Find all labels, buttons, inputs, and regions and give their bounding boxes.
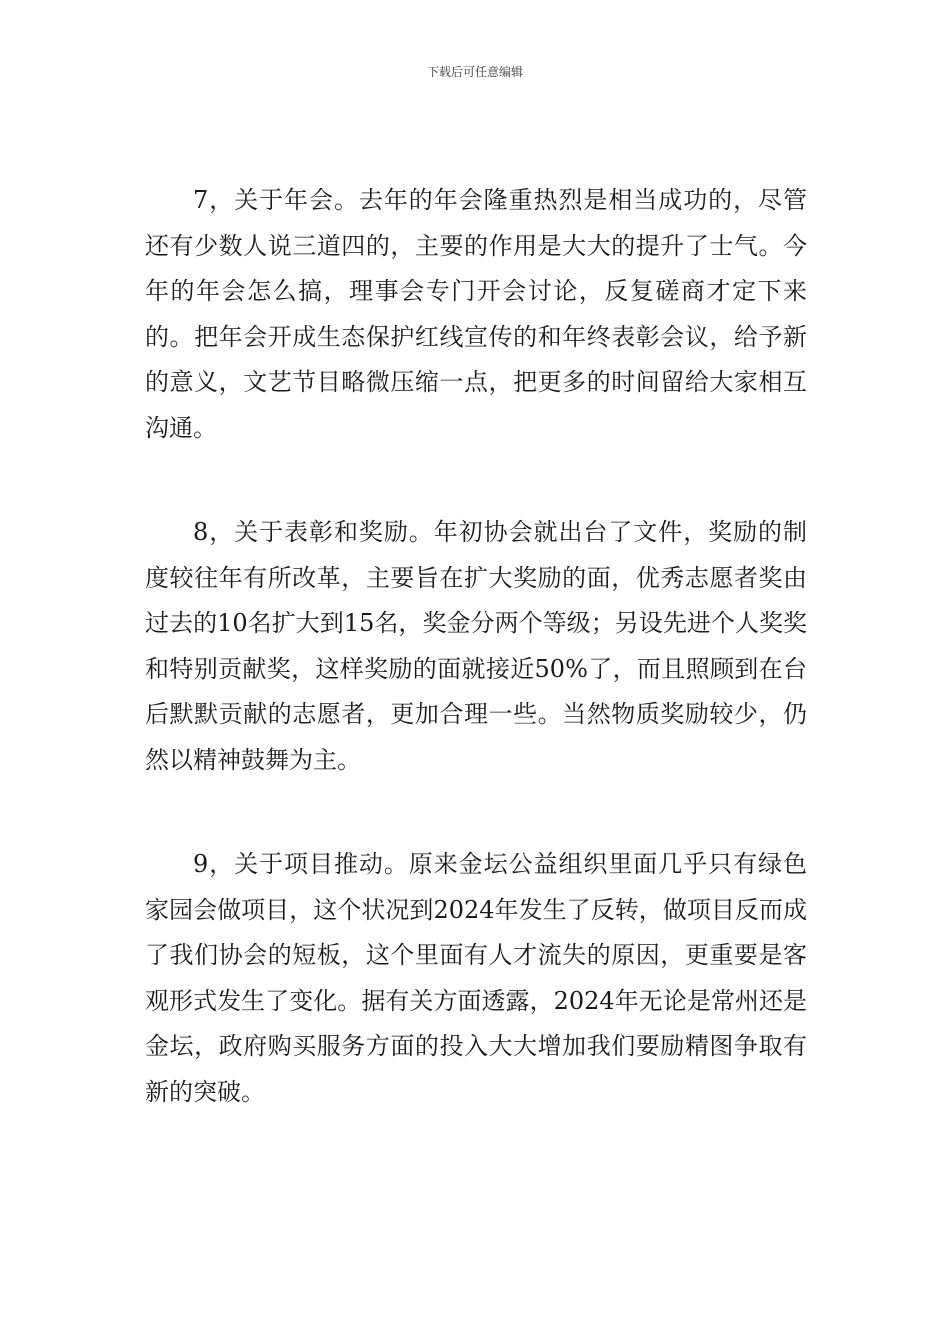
document-body <box>145 178 807 1115</box>
paragraph-annual-meeting: 7，关于年会。去年的年会隆重热烈是相当成功的，尽管还有少数人说三道四的，主要的作用是大大的提升了士气。今年的年会怎么搞，理事会专门开会讨论，反复磋商才定下来的。把年会开成生态保护红线宣传的和年终表彰会议，给予新的意义，文艺节目略微压缩一点，把更多的时间留给大家相互沟通。 <box>145 186 807 442</box>
paragraph-project-promotion: 9，关于项目推动。原来金坛公益组织里面几乎只有绿色家园会做项目，这个状况到2024年发生了反转，做项目反而成了我们协会的短板，这个里面有人才流失的原因，更重要是客观形式发生了变化。据有关方面透露，2024年无论是常州还是金坛，政府购买服务方面的投入大大增加我们要励精图争取有新的突破。 <box>145 850 807 1106</box>
page-header: 下载后可任意编辑 <box>426 65 523 79</box>
paragraph-commendation-awards: 8，关于表彰和奖励。年初协会就出台了文件，奖励的制度较往年有所改革，主要旨在扩大奖励的面，优秀志愿者奖由过去的10名扩大到15名，奖金分两个等级；另设先进个人奖奖和特别贡献奖，这样奖励的面就接近50%了，而且照顾到在台后默默贡献的志愿者，更加合理一些。当然物质奖励较少，仍然以精神鼓舞为主。 <box>145 518 807 774</box>
